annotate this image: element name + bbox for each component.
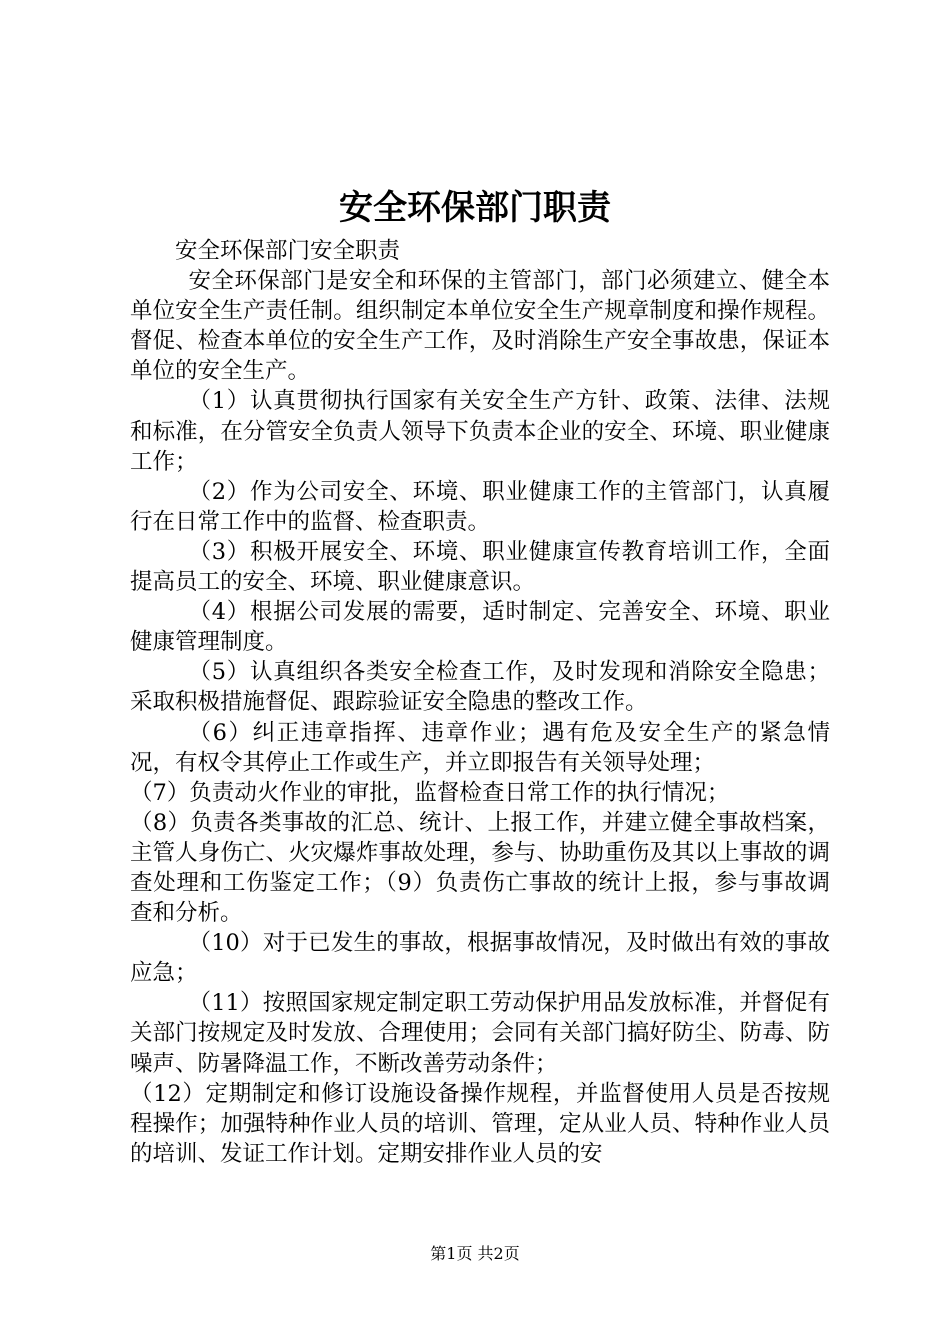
subtitle-paragraph: 安全环保部门安全职责 [175, 238, 401, 264]
page-footer: 第1页 共2页 [430, 1244, 520, 1263]
body-paragraph: （4）根据公司发展的需要，适时制定、完善安全、环境、职业健康管理制度。 [130, 599, 830, 656]
body-paragraph: （11）按照国家规定制定职工劳动保护用品发放标准，并督促有关部门按规定及时发放、合理使用；会同有关部门搞好防尘、防毒、防噪声、防暑降温工作，不断改善劳动条件； [130, 990, 830, 1077]
document-title: 安全环保部门职责 [339, 188, 611, 228]
body-paragraph: （7）负责动火作业的审批，监督检查日常工作的执行情况； [130, 779, 730, 806]
body-paragraph: （5）认真组织各类安全检查工作，及时发现和消除安全隐患；采取积极措施督促、跟踪验证安全隐患的整改工作。 [130, 659, 830, 716]
body-paragraph: 安全环保部门是安全和环保的主管部门，部门必须建立、健全本单位安全生产责任制。组织制定本单位安全生产规章制度和操作规程。督促、检查本单位的安全生产工作，及时消除生产安全事故患，保证本单位的安全生产。 [130, 268, 830, 385]
body-paragraph: （8）负责各类事故的汇总、统计、上报工作，并建立健全事故档案，主管人身伤亡、火灾爆炸事故处理，参与、协助重伤及其以上事故的调查处理和工伤鉴定工作；（9）负责伤亡事故的统计上报，参与事故调查和分析。 [130, 809, 830, 927]
body-paragraph: （2）作为公司安全、环境、职业健康工作的主管部门，认真履行在日常工作中的监督、检查职责。 [130, 478, 830, 535]
body-paragraph: （6）纠正违章指挥、违章作业；遇有危及安全生产的紧急情况，有权令其停止工作或生产，并立即报告有关领导处理； [130, 719, 830, 776]
body-paragraph: （12）定期制定和修订设施设备操作规程，并监督使用人员是否按规程操作；加强特种作业人员的培训、管理，定从业人员、特种作业人员的培训、发证工作计划。定期安排作业人员的安 [130, 1080, 830, 1167]
body-paragraph: （3）积极开展安全、环境、职业健康宣传教育培训工作，全面提高员工的安全、环境、职业健康意识。 [130, 538, 830, 596]
document-body [130, 236, 830, 1169]
body-paragraph: （1）认真贯彻执行国家有关安全生产方针、政策、法律、法规和标准，在分管安全负责人领导下负责本企业的安全、环境、职业健康工作； [130, 388, 830, 475]
body-paragraph: （10）对于已发生的事故，根据事故情况，及时做出有效的事故应急； [130, 930, 830, 987]
